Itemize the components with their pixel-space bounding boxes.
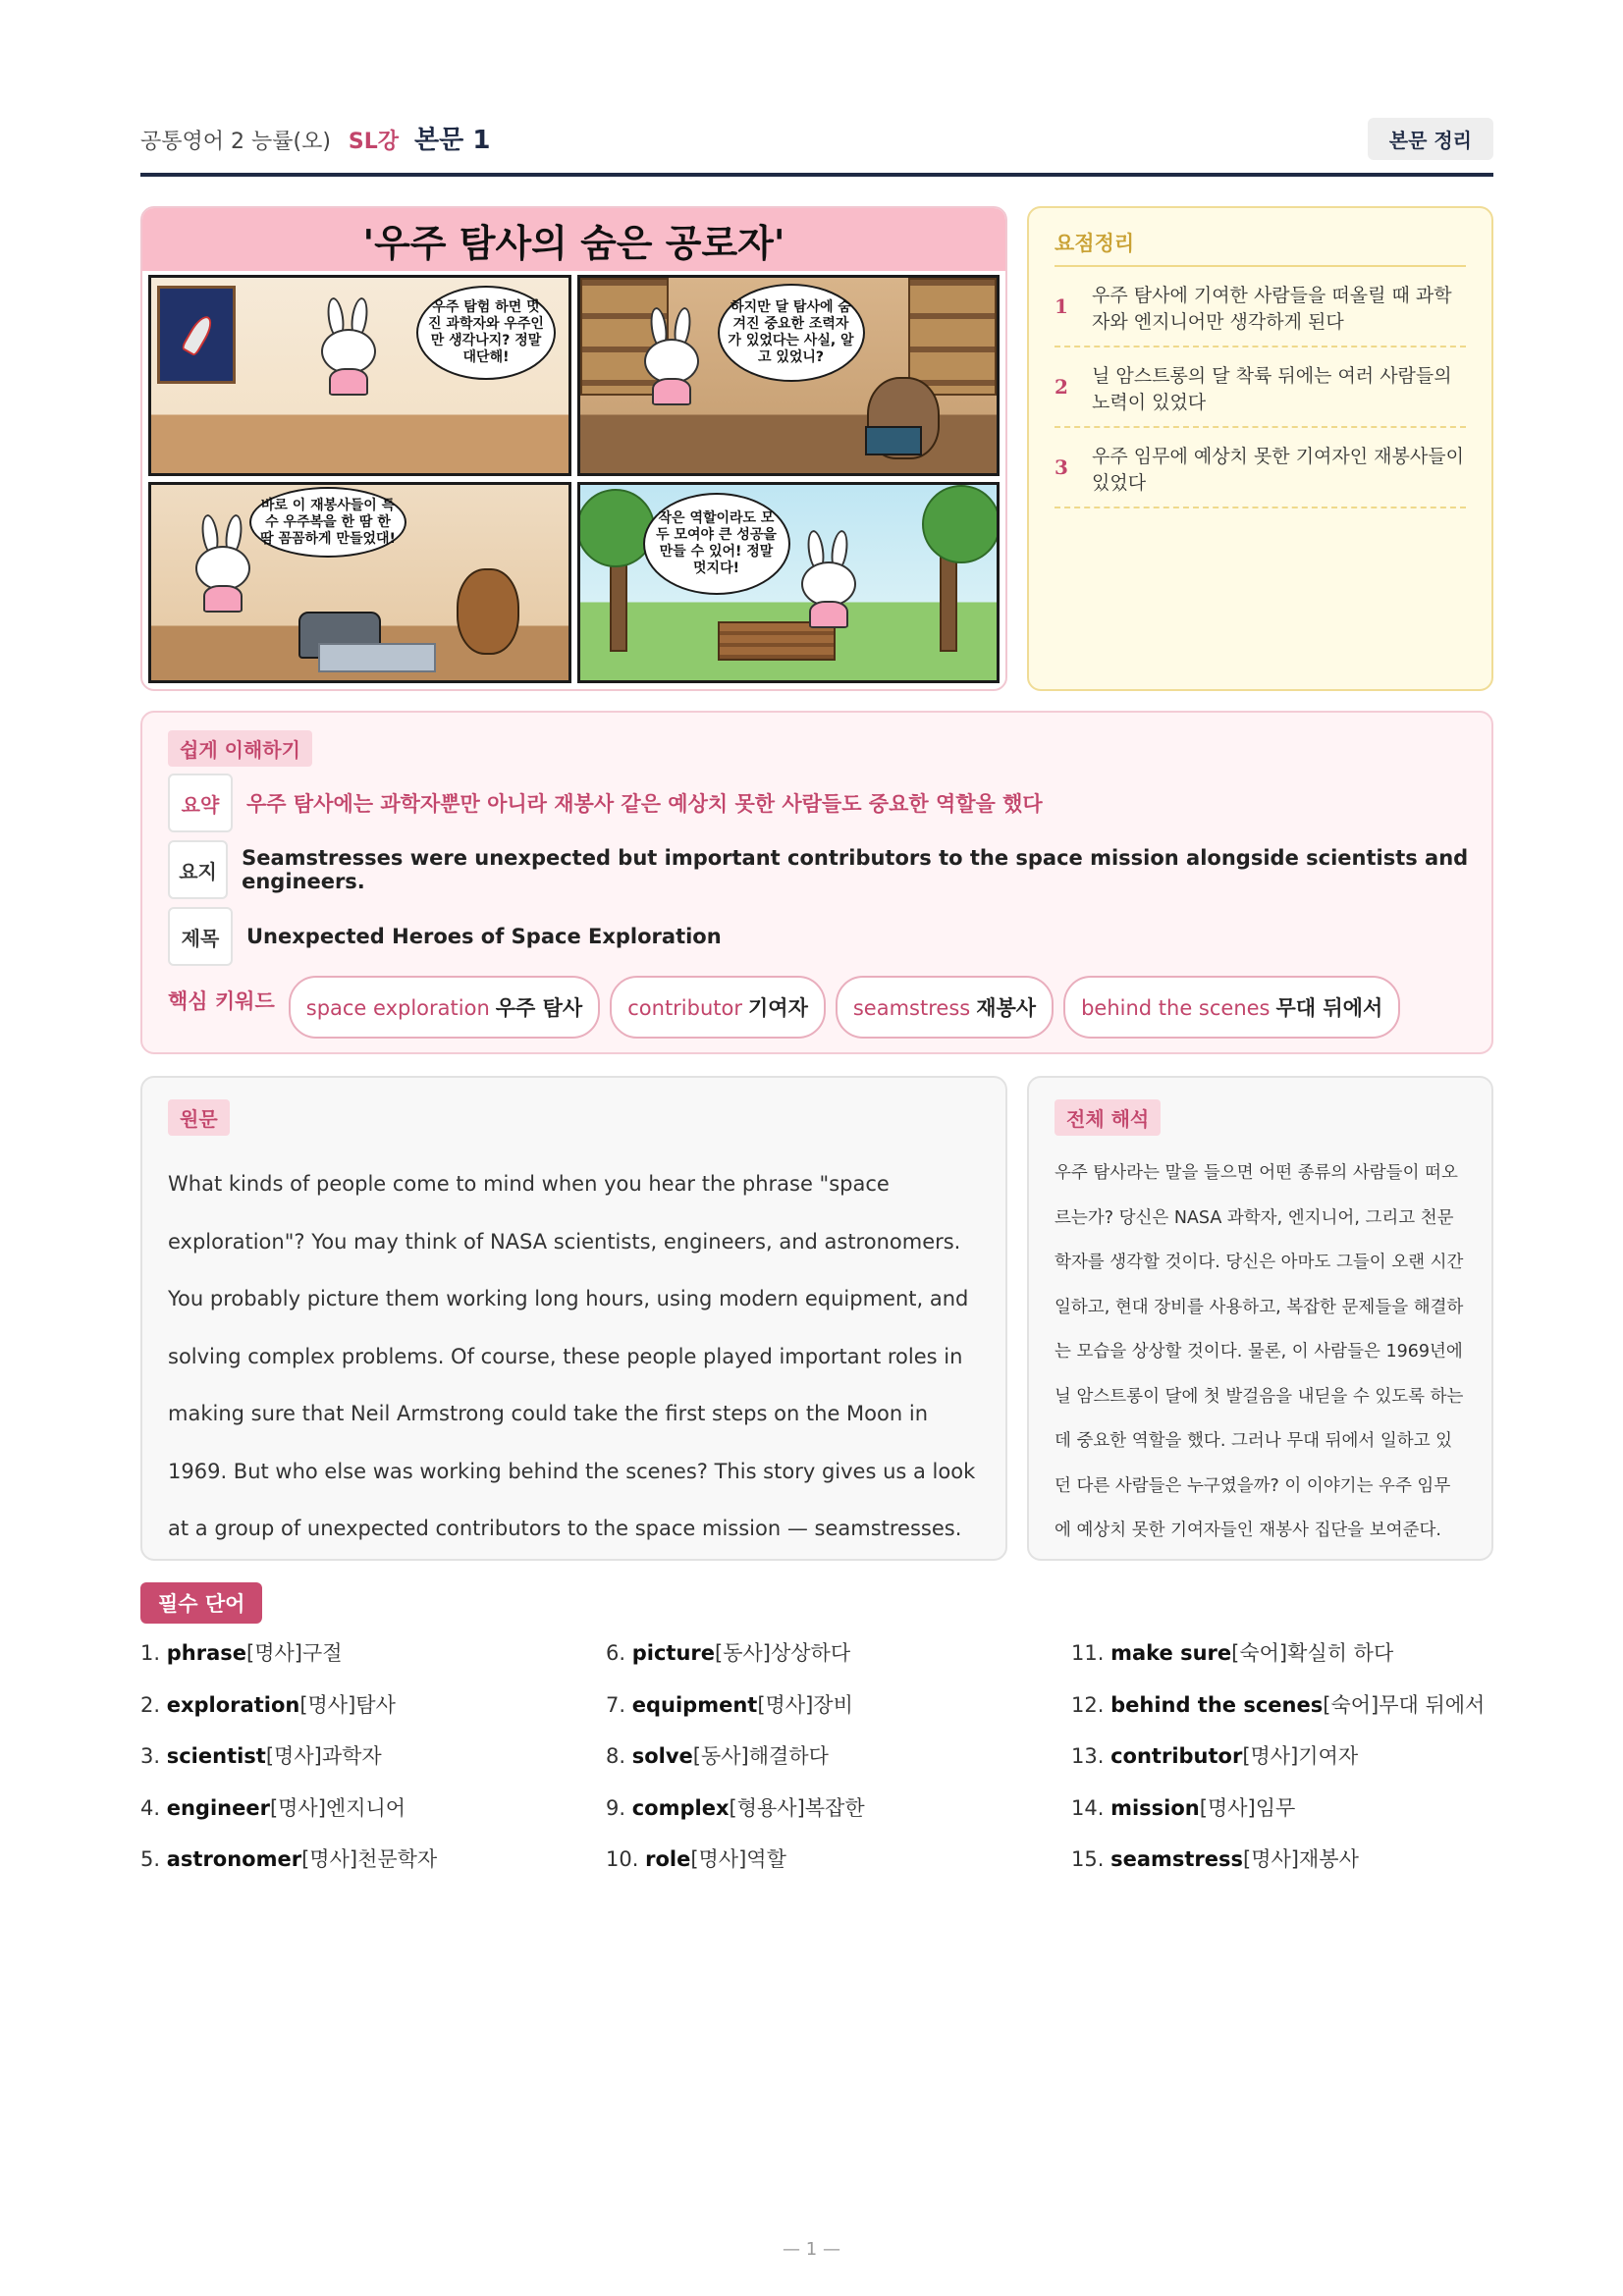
vocab-item (1071, 1689, 1503, 1741)
vocab-meaning: 과학자 (321, 1744, 382, 1768)
vocab-meaning: 탐사 (355, 1692, 396, 1717)
easy-understanding-box (140, 711, 1493, 1054)
vocab-word: role (645, 1847, 691, 1871)
tree (577, 489, 655, 567)
keyword-chip (1063, 976, 1400, 1039)
key-point (1055, 267, 1466, 347)
keyword-en: seamstress (852, 996, 971, 1020)
vocab-meaning: 상상하다 (770, 1641, 851, 1665)
vocab-pos: [명사] (269, 1795, 326, 1820)
speech-bubble: 우주 탐험 하면 멋진 과학자와 우주인만 생각나지? 정말 대단해! (416, 286, 556, 380)
summary-text: 우주 탐사에는 과학자뿐만 아니라 재봉사 같은 예상치 못한 사람들도 중요한 역할을 했다 (246, 792, 1043, 816)
keyword-ko: 기여자 (748, 996, 808, 1020)
vocab-meaning: 역할 (746, 1847, 786, 1871)
vocab-word: picture (631, 1641, 716, 1665)
vocab-number: 3. (140, 1744, 161, 1768)
vocab-meaning: 재봉사 (1299, 1847, 1359, 1871)
bunny-character (190, 514, 255, 613)
vocab-word: make sure (1110, 1641, 1232, 1665)
vocab-item (1071, 1740, 1503, 1792)
translation-tag: 전체 해석 (1055, 1099, 1161, 1136)
vocab-meaning: 해결하다 (748, 1744, 829, 1768)
rocket-icon (181, 312, 217, 356)
speech-bubble: 작은 역할이라도 모두 모여야 큰 성공을 만들 수 있어! 정말 멋지다! (643, 493, 790, 595)
vocab-meaning: 구절 (301, 1641, 343, 1665)
vocab-number: 5. (140, 1847, 161, 1871)
vocab-item (140, 1689, 572, 1741)
gist-row (168, 840, 1491, 899)
vocab-meaning: 복잡한 (804, 1795, 865, 1820)
key-point (1055, 428, 1466, 508)
vocab-item (606, 1689, 1038, 1741)
vocab-number: 8. (606, 1744, 626, 1768)
keyword-en: space exploration (305, 996, 490, 1020)
vocab-number: 1. (140, 1641, 161, 1665)
key-point-text: 우주 탐사에 기여한 사람들을 떠올릴 때 과학자와 엔지니어만 생각하게 된다 (1092, 285, 1452, 333)
vocab-word: exploration (166, 1692, 300, 1717)
tree-trunk (610, 554, 627, 652)
vocab-meaning: 천문학자 (357, 1847, 438, 1871)
vocab-column (1071, 1637, 1503, 1896)
vocab-item (140, 1637, 572, 1689)
vocab-number: 6. (606, 1641, 626, 1665)
keyword-chip (610, 976, 826, 1039)
title-row (168, 907, 722, 966)
original-text-box (140, 1076, 1007, 1561)
vocab-number: 13. (1071, 1744, 1105, 1768)
key-point-number: 3 (1055, 455, 1068, 479)
vocab-word: contributor (1110, 1744, 1243, 1768)
page-number: — 1 — (783, 2239, 840, 2260)
key-point-number: 2 (1055, 375, 1068, 399)
vocab-pos: [명사] (1199, 1795, 1256, 1820)
vocab-word: equipment (631, 1692, 758, 1717)
key-point-text: 우주 임무에 예상치 못한 기여자인 재봉사들이 있었다 (1092, 446, 1464, 494)
vocab-item (1071, 1637, 1503, 1689)
title-label: 제목 (168, 907, 233, 966)
vocab-column (140, 1637, 572, 1896)
original-text: What kinds of people come to mind when you hear the phrase "space exploration"? You may think of NASA scientists, engineers, and astronomers. You probably picture them working long hours, using modern equipment, and solving complex problems. Of course, these people played important roles in making sure that Neil Armstrong could take the first steps on the Moon in 1969. But who else was working behind the scenes? This story gives us a look at a group of unexpected contributors to the space mission — seamstresses. (168, 1172, 976, 1540)
page-header (140, 116, 1493, 177)
keyword-chip (289, 976, 600, 1039)
speech-bubble: 바로 이 재봉사들이 특수 우주복을 한 땀 한 땀 꼼꼼하게 만들었대! (249, 487, 406, 558)
vocab-item (140, 1792, 572, 1844)
vocab-meaning: 임무 (1255, 1795, 1296, 1820)
beaver-character (457, 568, 519, 655)
rocket-poster (157, 286, 236, 384)
vocab-pos: [명사] (1242, 1744, 1299, 1768)
vocab-item (1071, 1792, 1503, 1844)
header-left (140, 120, 490, 156)
translation-text: 우주 탐사라는 말을 들으면 어떤 종류의 사람들이 떠오르는가? 당신은 NASA 과학자, 엔지니어, 그리고 천문학자를 생각할 것이다. 당신은 아마도 그들이 오랜 시간 일하고, 현대 장비를 사용하고, 복잡한 문제들을 해결하는 모습을 상상할 것이다. 물론, 이 사람들은 1969년에 닐 암스트롱이 달에 첫 발걸음을 내딛을 수 있도록 하는데 중요한 역할을 했다. 그러나 무대 뒤에서 일하고 있던 다른 사람들은 누구였을까? 이 이야기는 우주 임무에 예상치 못한 기여자들인 재봉사 집단을 보여준다. (1055, 1163, 1464, 1540)
vocab-pos: [명사] (301, 1847, 358, 1871)
course-name: 공통영어 2 능률(오) (140, 130, 331, 154)
vocab-number: 15. (1071, 1847, 1105, 1871)
original-tag: 원문 (168, 1099, 230, 1136)
vocab-pos: [명사] (690, 1847, 747, 1871)
keyword-en: behind the scenes (1081, 996, 1271, 1020)
tree (922, 485, 1000, 563)
comic-title: '우주 탐사의 숨은 공로자' (142, 208, 1005, 271)
keyword-en: contributor (627, 996, 742, 1020)
vocab-number: 2. (140, 1692, 161, 1717)
vocab-meaning: 장비 (813, 1692, 853, 1717)
gist-label: 요지 (168, 840, 228, 899)
comic-panels (148, 275, 1000, 683)
section-badge: 본문 정리 (1368, 118, 1493, 160)
page-title: 본문 1 (414, 126, 491, 155)
key-point-text: 닐 암스트롱의 달 착륙 뒤에는 여러 사람들의 노력이 있었다 (1092, 365, 1452, 413)
vocab-word: scientist (166, 1744, 266, 1768)
vocab-word: phrase (166, 1641, 246, 1665)
vocab-number: 4. (140, 1795, 161, 1820)
vocab-number: 11. (1071, 1641, 1105, 1665)
vocab-word: engineer (166, 1795, 270, 1820)
keywords-row (168, 976, 1410, 1039)
lesson-label: SL강 (348, 130, 400, 154)
vocab-word: complex (631, 1795, 730, 1820)
vocab-pos: [동사] (692, 1744, 749, 1768)
keyword-chip (836, 976, 1054, 1039)
vocab-item (606, 1637, 1038, 1689)
fabric (318, 643, 436, 672)
key-points-box (1027, 206, 1493, 691)
vocab-pos: [동사] (715, 1641, 771, 1665)
keyword-ko: 무대 뒤에서 (1275, 996, 1383, 1020)
vocab-pos: [명사] (1243, 1847, 1299, 1871)
key-point-number: 1 (1055, 294, 1068, 318)
vocab-pos: [명사] (299, 1692, 356, 1717)
vocab-number: 9. (606, 1795, 626, 1820)
vocab-number: 10. (606, 1847, 639, 1871)
vocab-item (606, 1740, 1038, 1792)
vocab-meaning: 기여자 (1298, 1744, 1359, 1768)
vocab-meaning: 확실히 하다 (1287, 1641, 1394, 1665)
vocab-pos: [명사] (757, 1692, 814, 1717)
vocab-tag: 필수 단어 (140, 1582, 262, 1624)
comic-strip (140, 206, 1007, 691)
vocab-word: mission (1110, 1795, 1200, 1820)
vocab-pos: [형용사] (729, 1795, 805, 1820)
vocab-item (606, 1843, 1038, 1896)
vocab-item (1071, 1843, 1503, 1896)
speech-bubble: 하지만 달 탐사에 숨겨진 중요한 조력자가 있었다는 사실, 알고 있었니? (718, 284, 865, 382)
keyword-ko: 재봉사 (976, 996, 1037, 1020)
vocab-item (140, 1843, 572, 1896)
key-point (1055, 347, 1466, 428)
bookshelf (908, 278, 997, 396)
vocab-pos: [숙어] (1231, 1641, 1288, 1665)
vocab-word: astronomer (166, 1847, 302, 1871)
comic-panel-2 (577, 275, 1001, 476)
summary-row (168, 774, 1043, 832)
bunny-character (796, 530, 861, 628)
bunny-character (639, 307, 704, 405)
vocab-number: 12. (1071, 1692, 1105, 1717)
vocab-word: behind the scenes (1110, 1692, 1324, 1717)
vocab-word: solve (631, 1744, 693, 1768)
vocab-pos: [명사] (265, 1744, 322, 1768)
comic-panel-4 (577, 482, 1001, 683)
summary-label: 요약 (168, 774, 233, 832)
vocab-pos: [명사] (246, 1641, 302, 1665)
vocab-meaning: 무대 뒤에서 (1379, 1692, 1486, 1717)
translation-box (1027, 1076, 1493, 1561)
keywords-label: 핵심 키워드 (168, 989, 275, 1013)
vocab-word: seamstress (1110, 1847, 1244, 1871)
easy-understanding-tag: 쉽게 이해하기 (168, 730, 312, 767)
vocab-item (140, 1740, 572, 1792)
book-icon (865, 426, 922, 455)
bunny-character (316, 297, 381, 396)
title-text: Unexpected Heroes of Space Exploration (246, 925, 722, 948)
vocab-meaning: 엔지니어 (325, 1795, 406, 1820)
vocab-number: 7. (606, 1692, 626, 1717)
vocab-pos: [숙어] (1323, 1692, 1380, 1717)
key-points-title: 요점정리 (1055, 228, 1466, 267)
vocab-item (606, 1792, 1038, 1844)
vocab-column (606, 1637, 1038, 1896)
comic-panel-1 (148, 275, 571, 476)
gist-text: Seamstresses were unexpected but important contributors to the space mission alongside scientists and engineers. (242, 846, 1469, 893)
vocab-number: 14. (1071, 1795, 1105, 1820)
keyword-ko: 우주 탐사 (495, 996, 583, 1020)
comic-panel-3 (148, 482, 571, 683)
